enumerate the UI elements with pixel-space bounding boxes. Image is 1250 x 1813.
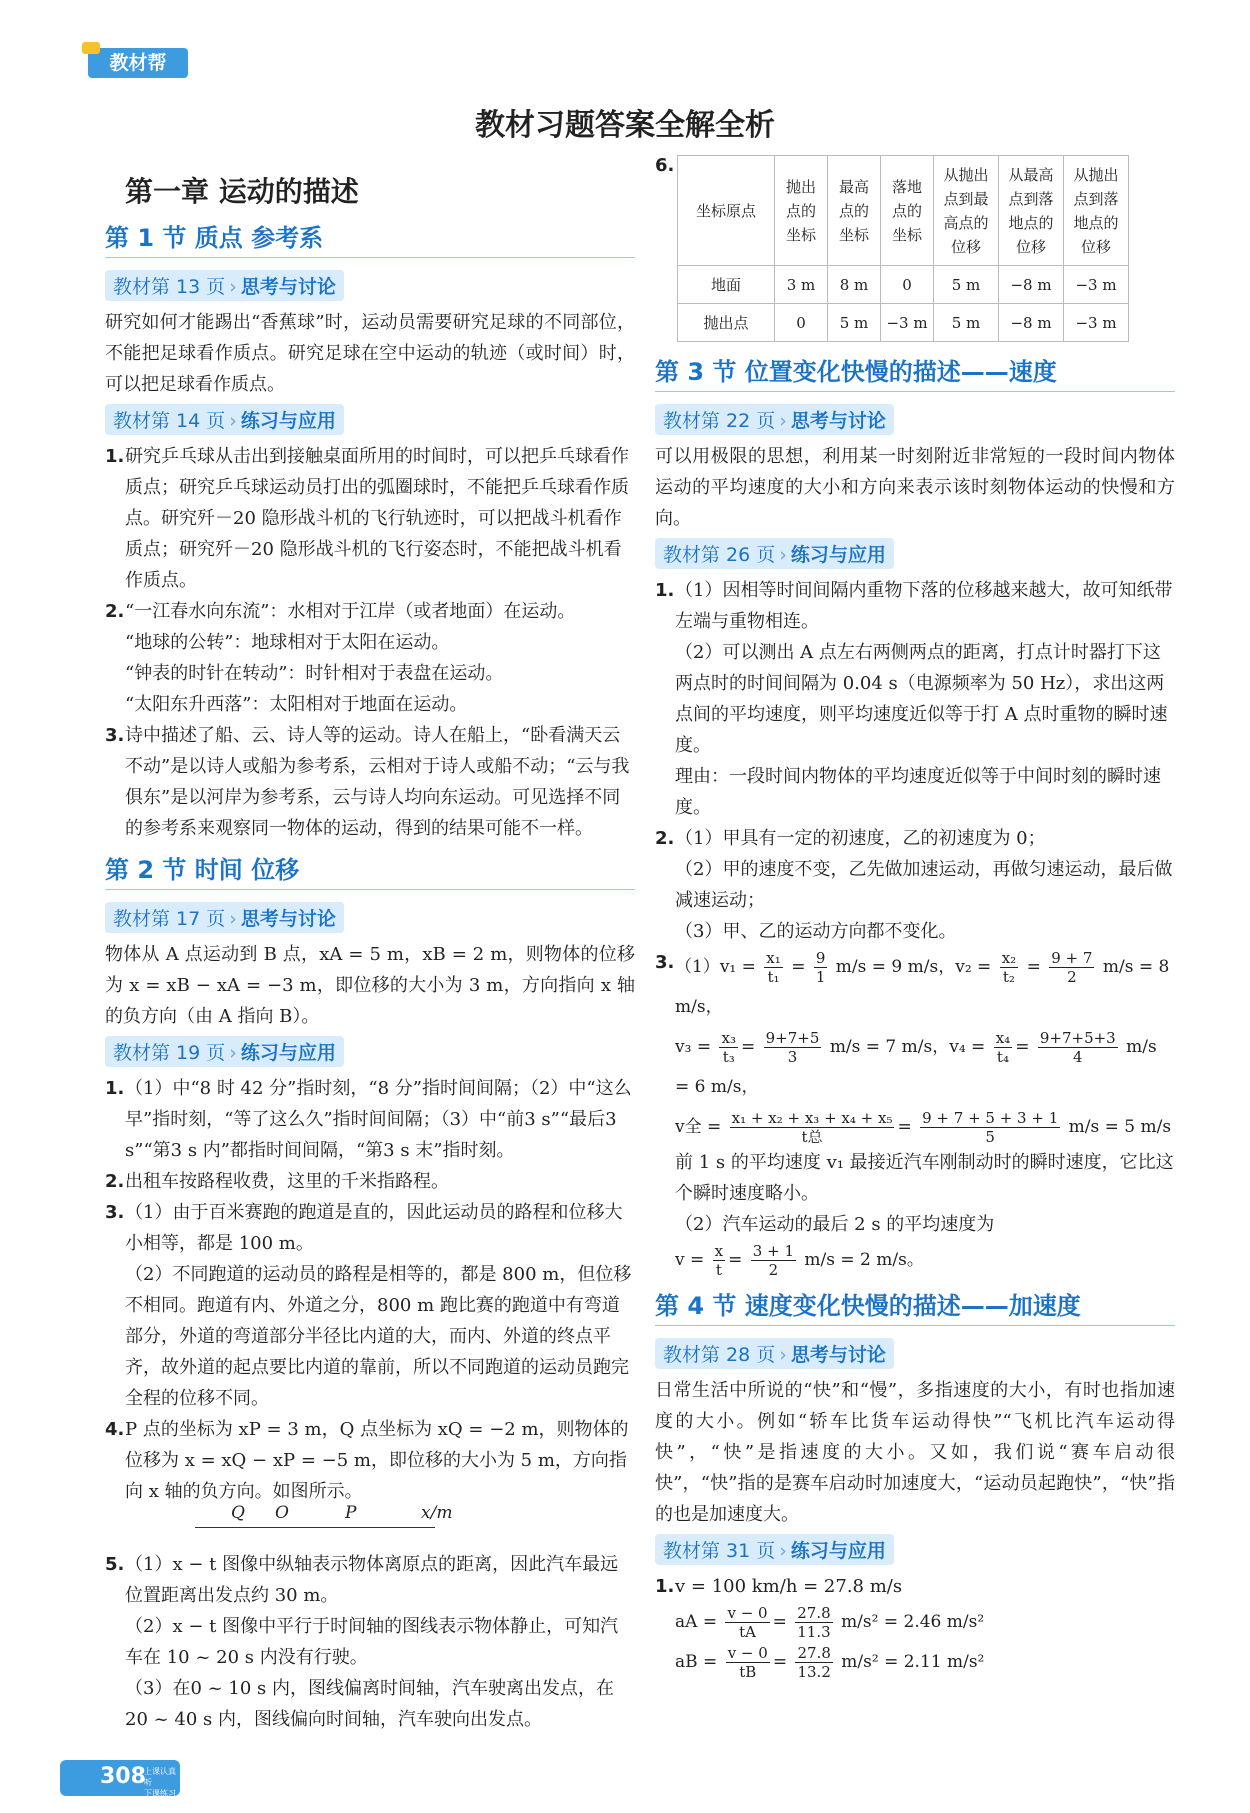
formula-text: m/s² = 2.11 m/s²: [841, 1652, 985, 1672]
denominator: t₁: [767, 968, 780, 986]
formula-text: v =: [675, 1250, 705, 1270]
table-cell: −3 m: [1064, 266, 1129, 304]
table-cell: 0: [881, 266, 934, 304]
formula-text: m/s = 5 m/s: [1068, 1117, 1172, 1137]
tag-s1-discuss: [105, 270, 344, 301]
item-text: （1）因相等时间间隔内重物下落的位移越来越大，故可知纸带左端与重物相连。: [675, 580, 1173, 632]
item-number: 1.: [655, 580, 675, 601]
tag-kind: 思考与讨论: [240, 908, 336, 930]
item-text: v = 100 km/h = 27.8 m/s: [675, 1576, 903, 1597]
s2-answer: 物体从 A 点运动到 B 点，xA = 5 m，xB = 2 m，则物体的位移为 x = xB − xA = −3 m，即位移的大小为 3 m，方向指向 x 轴的负方向（由 A 指向 B）。: [105, 944, 635, 1027]
denominator: 3: [787, 1048, 798, 1066]
item-number: 2.: [655, 828, 675, 849]
fraction: [730, 1109, 895, 1146]
formula-text: m/s = 2 m/s。: [804, 1250, 924, 1270]
tag-page: 教材第 26 页: [663, 544, 776, 566]
page-footer: [60, 1760, 180, 1809]
number-line-figure: [195, 1503, 453, 1543]
formula-text: （1）v₁ =: [675, 957, 756, 977]
s2-item-1: [105, 1073, 635, 1166]
item-sub: “太阳东升西落”：太阳相对于地面在运动。: [125, 694, 468, 715]
item-text: （1）中“8 时 42 分”指时刻，“8 分”指时间间隔；（2）中“这么早”指时刻，“等了这么久”指时间间隔；（3）中“前3 s”“最后3 s”“第3 s 内”都指时间间隔，“第3 s 末”指时刻。: [125, 1078, 632, 1161]
item-number: 1.: [105, 446, 125, 467]
fraction: [994, 1029, 1012, 1066]
tag-s4-discuss: [655, 1338, 894, 1369]
footer-note-line: 下课练习册: [144, 1789, 176, 1809]
formula-text: m/s = 9 m/s，v₂ =: [835, 957, 992, 977]
table-cell: −8 m: [999, 304, 1064, 342]
formula-text: =: [791, 957, 806, 977]
s1-item-2: [105, 596, 635, 720]
table-cell: 最高点的坐标: [828, 156, 881, 266]
fraction: [751, 1242, 796, 1279]
q6-table: [677, 155, 1129, 342]
numerator: 9 + 7: [1051, 949, 1093, 967]
right-column: [655, 155, 1175, 1682]
item-sub: （2）甲的速度不变，乙先做加速运动，再做匀速运动，最后做减速运动；: [675, 859, 1173, 911]
fraction: [795, 1604, 832, 1641]
brand-logo: 教材帮: [88, 48, 188, 78]
formula-text: aA =: [675, 1612, 718, 1632]
s2-item-5: [105, 1549, 635, 1735]
formula-text: m/s = 7 m/s，v₄ =: [829, 1037, 986, 1057]
formula-aA: aA = $\frac{v - 0}{tA}$ = $\frac{27.8}{11.3}$ m/s² = 2.46 m/s²: [675, 1604, 985, 1641]
numerator: 9: [815, 949, 826, 967]
item-sub: （2）汽车运动的最后 2 s 的平均速度为: [675, 1214, 995, 1235]
s3-item-2: [655, 823, 1175, 947]
chevron-right-icon: ›: [779, 1344, 787, 1366]
fraction: [920, 1109, 1060, 1146]
chevron-right-icon: ›: [779, 544, 787, 566]
item-text: （1）由于百米赛跑的跑道是直的，因此运动员的路程和位移大小相等，都是 100 m。: [125, 1202, 623, 1254]
tag-s2-discuss: [105, 902, 344, 933]
numerator: v − 0: [727, 1604, 768, 1622]
numerator: 9+7+5: [765, 1029, 820, 1047]
item-number: 1.: [655, 1576, 675, 1597]
denominator: tB: [739, 1663, 757, 1681]
tag-page: 教材第 14 页: [113, 410, 226, 432]
chevron-right-icon: ›: [229, 908, 237, 930]
fraction: [764, 1029, 822, 1066]
item-sub: （3）甲、乙的运动方向都不变化。: [675, 921, 957, 942]
point-p-label: P: [345, 1503, 357, 1523]
formula-text: v₃ =: [675, 1037, 712, 1057]
table-cell: 从抛出点到落地点的位移: [1064, 156, 1129, 266]
formula-text: m/s = 8 m/s，: [675, 957, 1170, 1017]
tag-kind: 思考与讨论: [240, 276, 336, 298]
fraction: [719, 1029, 737, 1066]
numerator: x₄: [995, 1029, 1011, 1047]
tag-page: 教材第 19 页: [113, 1042, 226, 1064]
tag-kind: 思考与讨论: [790, 1344, 886, 1366]
denominator: t总: [801, 1128, 823, 1146]
left-column: [105, 160, 635, 1735]
table-cell: −3 m: [1064, 304, 1129, 342]
tag-s3-discuss: [655, 404, 894, 435]
denominator: t₄: [996, 1048, 1009, 1066]
item-number: 1.: [105, 1078, 125, 1099]
item-text: 出租车按路程收费，这里的千米指路程。: [125, 1171, 449, 1192]
formula-aB: aB = $\frac{v - 0}{tB}$ = $\frac{27.8}{13.2}$ m/s² = 2.11 m/s²: [675, 1644, 985, 1681]
item-sub: “地球的公转”：地球相对于太阳在运动。: [125, 632, 450, 653]
formula-v-last: v = $\frac{x}{t}$ = $\frac{3 + 1}{2}$ m/s = 2 m/s。: [675, 1242, 924, 1279]
table-cell: 3 m: [775, 266, 828, 304]
item-sub: 理由：一段时间内物体的平均速度近似等于中间时刻的瞬时速度。: [675, 766, 1161, 818]
fraction: [764, 949, 782, 986]
axis-unit-label: x/m: [421, 1503, 453, 1523]
axis-line: [195, 1527, 435, 1528]
numerator: 9 + 7 + 5 + 3 + 1: [922, 1109, 1059, 1127]
denominator: t₃: [722, 1048, 735, 1066]
denominator: 2: [1067, 968, 1077, 986]
fraction: [795, 1644, 832, 1681]
formula-text: v全 =: [675, 1117, 722, 1137]
chevron-right-icon: ›: [779, 1540, 787, 1562]
item-number: 2.: [105, 601, 125, 622]
denominator: t₂: [1002, 968, 1015, 986]
item-number: 3.: [105, 1202, 125, 1223]
denominator: tA: [739, 1623, 756, 1641]
numerator: x₂: [1001, 949, 1017, 967]
item-sub: （2）不同跑道的运动员的路程是相等的，都是 800 m，但位移不相同。跑道有内、外道之分，800 m 跑比赛的跑道中有弯道部分，外道的弯道部分半径比内道的大，而内、外道的终点平齐，故外道的起点要比内道的靠前，所以不同跑道的运动员跑完全程的位移不同。: [125, 1264, 632, 1409]
table-cell: 抛出点的坐标: [775, 156, 828, 266]
s4-answer: 日常生活中所说的“快”和“慢”，多指速度的大小，有时也指加速度的大小。例如“轿车比货车运动得快”“飞机比汽车运动得快”，“快”是指速度的大小。又如，我们说“赛车启动很快”，“快”指的是赛车启动时加速度大，“运动员起跑快”，“快”指的也是加速度大。: [655, 1380, 1175, 1525]
table-row: [678, 304, 1129, 342]
fraction: [725, 1604, 769, 1641]
numerator: 27.8: [797, 1644, 831, 1662]
formula-text: m/s² = 2.46 m/s²: [841, 1612, 985, 1632]
fraction: [1049, 949, 1094, 986]
table-cell: 坐标原点: [678, 156, 775, 266]
page-number: 308: [100, 1764, 146, 1789]
item-sub: “钟表的时针在转动”：时针相对于表盘在运动。: [125, 663, 504, 684]
fraction: [814, 949, 828, 986]
denominator: 11.3: [797, 1623, 831, 1641]
s4-item-1: [655, 1571, 1175, 1682]
numerator: 3 + 1: [752, 1242, 794, 1260]
formula-text: aB =: [675, 1652, 718, 1672]
footer-note: [144, 1766, 180, 1810]
s1-item-1: [105, 441, 635, 596]
section-3-title: 第 3 节 位置变化快慢的描述——速度: [655, 352, 1175, 392]
tag-kind: 练习与应用: [240, 1042, 336, 1064]
item-number: 4.: [105, 1419, 125, 1440]
fraction: [1000, 949, 1018, 986]
table-cell: 0: [775, 304, 828, 342]
item-number: 5.: [105, 1554, 125, 1575]
fraction: [726, 1644, 770, 1681]
table-row: [678, 266, 1129, 304]
page-title: 教材习题答案全解全析: [475, 108, 775, 143]
table-cell: 抛出点: [678, 304, 775, 342]
tag-page: 教材第 13 页: [113, 276, 226, 298]
chevron-right-icon: ›: [229, 410, 237, 432]
item-number: 3.: [655, 952, 675, 973]
table-cell: 5 m: [828, 304, 881, 342]
section-4-title: 第 4 节 速度变化快慢的描述——加速度: [655, 1286, 1175, 1326]
tag-kind: 思考与讨论: [790, 410, 886, 432]
numerator: v − 0: [727, 1644, 768, 1662]
table-cell: 从抛出点到最高点的位移: [934, 156, 999, 266]
item-sub: （2）x − t 图像中平行于时间轴的图线表示物体静止，可知汽车在 10 ~ 20 s 内没有行驶。: [125, 1616, 619, 1668]
numerator: x₁: [766, 949, 781, 967]
item-sub: 前 1 s 的平均速度 v₁ 最接近汽车刚制动时的瞬时速度，它比这个瞬时速度略小。: [675, 1152, 1174, 1204]
table-cell: 8 m: [828, 266, 881, 304]
s3-item-3: [655, 947, 1175, 1280]
item-sub: （2）可以测出 A 点左右两侧两点的距离，打点计时器打下这两点时的时间间隔为 0.04 s（电源频率为 50 Hz），求出这两点间的平均速度，则平均速度近似等于打 A 点时重物的瞬时速度。: [675, 642, 1168, 756]
fraction: [713, 1242, 725, 1279]
formula-text: m/s = 6 m/s，: [675, 1037, 1157, 1097]
item-sub: （3）在0 ~ 10 s 内，图线偏离时间轴，汽车驶离出发点，在 20 ~ 40 s 内，图线偏向时间轴，汽车驶向出发点。: [125, 1678, 615, 1730]
chevron-right-icon: ›: [229, 1042, 237, 1064]
numerator: 27.8: [797, 1604, 831, 1622]
formula-text: =: [1026, 957, 1041, 977]
tag-kind: 练习与应用: [790, 544, 886, 566]
tag-s1-practice: [105, 404, 344, 435]
numerator: x: [714, 1242, 724, 1260]
tag-page: 教材第 31 页: [663, 1540, 776, 1562]
s2-item-4: [105, 1414, 635, 1507]
table-header-row: [678, 156, 1129, 266]
item-text: P 点的坐标为 xP = 3 m，Q 点坐标为 xQ = −2 m，则物体的位移为 x = xQ − xP = −5 m，即位移的大小为 5 m，方向指向 x 轴的负方向。如图所示。: [125, 1419, 629, 1502]
numerator: 9+7+5+3: [1039, 1029, 1116, 1047]
item-text: 研究乒乓球从击出到接触桌面所用的时间时，可以把乒乓球看作质点；研究乒乓球运动员打出的弧圈球时，不能把乒乓球看作质点。研究歼－20 隐形战斗机的飞行轨迹时，可以把战斗机看作质点；研究歼－20 隐形战斗机的飞行姿态时，不能把战斗机看作质点。: [125, 446, 629, 591]
table-cell: 落地点的坐标: [881, 156, 934, 266]
s3-answer: 可以用极限的思想，利用某一时刻附近非常短的一段时间内物体运动的平均速度的大小和方向来表示该时刻物体运动的快慢和方向。: [655, 446, 1175, 529]
tag-s4-practice: [655, 1534, 894, 1565]
tag-page: 教材第 22 页: [663, 410, 776, 432]
denominator: 5: [985, 1128, 995, 1146]
item-number: 3.: [105, 725, 125, 746]
s1-answer: 研究如何才能踢出“香蕉球”时，运动员需要研究足球的不同部位，不能把足球看作质点。研究足球在空中运动的轨迹（或时间）时，可以把足球看作质点。: [105, 312, 635, 395]
item-number: 2.: [105, 1171, 125, 1192]
denominator: t: [715, 1261, 722, 1279]
denominator: 1: [815, 968, 826, 986]
numerator: x₃: [721, 1029, 736, 1047]
tag-page: 教材第 17 页: [113, 908, 226, 930]
s3-item-1: [655, 575, 1175, 823]
table-cell: 从最高点到落地点的位移: [999, 156, 1064, 266]
chapter-title: 第一章 运动的描述: [125, 175, 359, 208]
fraction: [1038, 1029, 1118, 1066]
numerator: x₁ + x₂ + x₃ + x₄ + x₅: [731, 1109, 893, 1127]
denominator: 2: [768, 1261, 779, 1279]
table-cell: 5 m: [934, 304, 999, 342]
denominator: 13.2: [797, 1663, 831, 1681]
item-text: （1）甲具有一定的初速度，乙的初速度为 0；: [675, 828, 1046, 849]
table-cell: −8 m: [999, 266, 1064, 304]
tag-s2-practice: [105, 1036, 344, 1067]
denominator: 4: [1073, 1048, 1083, 1066]
chevron-right-icon: ›: [779, 410, 787, 432]
table-cell: 5 m: [934, 266, 999, 304]
origin-label: O: [275, 1503, 289, 1523]
point-q-label: Q: [231, 1503, 245, 1523]
formula-v1-v2: [675, 947, 1175, 1027]
tag-kind: 练习与应用: [240, 410, 336, 432]
s1-item-3: [105, 720, 635, 844]
formula-v3-v4: v₃ = $\frac{\text{x₃}}{\text{t₃}}$ = $\frac{9+7+5}{3}$ m/s = 7 m/s，v₄ = $\frac{\text{x₄}}{\text{t₄}}$ = $\frac{9+7+5+3}{4}$ m/s = 6 m/s，: [675, 1029, 1157, 1097]
s2-item-3: [105, 1197, 635, 1414]
table-cell: −3 m: [881, 304, 934, 342]
item-text: （1）x − t 图像中纵轴表示物体离原点的距离，因此汽车最远位置距离出发点约 30 m。: [125, 1554, 619, 1606]
section-1-title: 第 1 节 质点 参考系: [105, 218, 635, 258]
s2-item-2: [105, 1166, 635, 1197]
table-cell: 地面: [678, 266, 775, 304]
tag-page: 教材第 28 页: [663, 1344, 776, 1366]
tag-s3-practice: [655, 538, 894, 569]
footer-note-line: 上课认真听: [144, 1767, 176, 1787]
section-2-title: 第 2 节 时间 位移: [105, 850, 635, 890]
formula-v-total: v全 = $\frac{\text{x₁ + x₂ + x₃ + x₄ + x₅}}{\text{t总}}$ = $\frac{9 + 7 + 5 + 3 + 1}{5}$ m/s = 5 m/s: [675, 1109, 1172, 1146]
tag-kind: 练习与应用: [790, 1540, 886, 1562]
item-number: 6.: [655, 155, 675, 176]
chevron-right-icon: ›: [229, 276, 237, 298]
item-text: “一江春水向东流”：水相对于江岸（或者地面）在运动。: [125, 601, 576, 622]
q6-block: [655, 155, 1175, 342]
item-text: 诗中描述了船、云、诗人等的运动。诗人在船上，“卧看满天云不动”是以诗人或船为参考系，云相对于诗人或船不动；“云与我俱东”是以河岸为参考系，云与诗人均向东运动。可见选择不同的参考系来观察同一物体的运动，得到的结果可能不一样。: [125, 725, 630, 839]
